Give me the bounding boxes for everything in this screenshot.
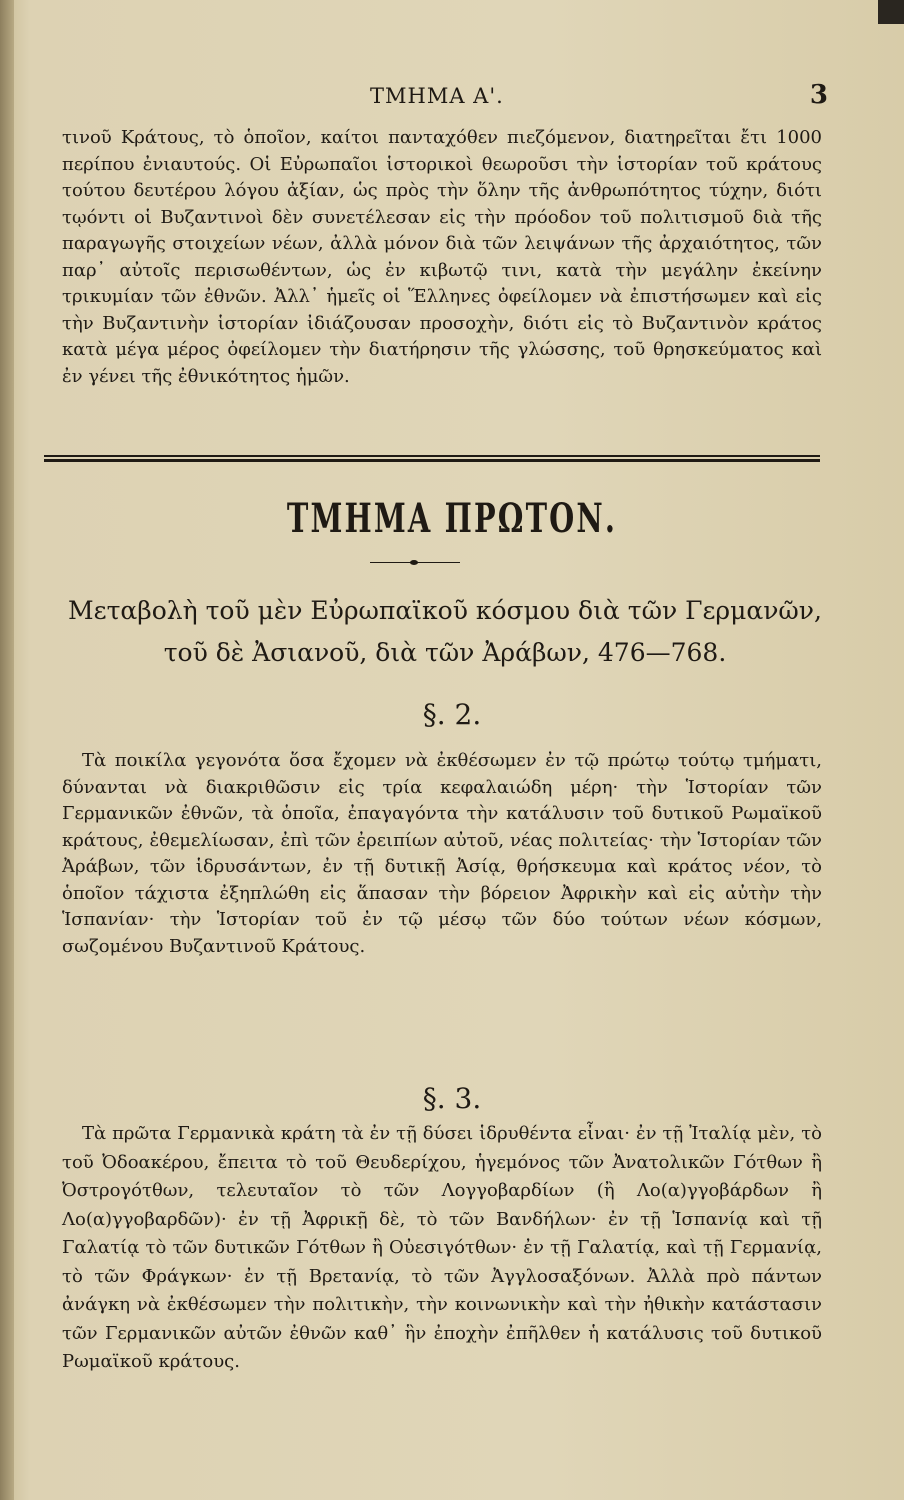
title-ornament xyxy=(370,560,460,566)
section-3-paragraph: Τὰ πρῶτα Γερμανικὰ κράτη τὰ ἐν τῇ δύσει ἱδρυθέντα εἶναι· ἐν τῇ Ἰταλίᾳ μὲν, τὸ τοῦ Ὀδοακέρου, ἔπειτα τὸ τοῦ Θευδερίχου, ἡγεμόνος τῶν Ἀνατολικῶν Γότθων ἢ Ὀστρογότθων, τελευταῖον τὸ τῶν Λογγοβαρδίων (ἢ Λο(α)γγοβάρδων ἢ Λο(α)γγοβαρδῶν)· ἐν τῇ Ἀφρικῇ δὲ, τὸ τῶν Βανδήλων· ἐν τῇ Ἱσπανίᾳ καὶ τῇ Γαλατίᾳ τὸ τῶν δυτικῶν Γότθων ἢ Οὐεσιγότθων· ἐν τῇ Γαλατίᾳ, καὶ τῇ Γερμανίᾳ, τὸ τῶν Φράγκων· ἐν τῇ Βρετανίᾳ, τὸ τῶν Ἀγγλοσαξόνων. Ἀλλὰ πρὸ πάντων ἀνάγκη νὰ ἐκθέσωμεν τὴν πολιτικὴν, τὴν κοινωνικὴν καὶ τὴν ἠθικὴν κατάστασιν τῶν Γερμανικῶν αὐτῶν ἐθνῶν καθ᾽ ἣν ἐποχὴν ἐπῆλθεν ἡ κατάλυσις τοῦ δυτικοῦ Ρωμαϊκοῦ κράτους. xyxy=(62,1123,822,1372)
running-head: ΤΜΗΜΑ Α'. xyxy=(370,84,504,108)
section-divider-rule xyxy=(44,455,820,462)
page-number: 3 xyxy=(809,80,828,110)
page-header xyxy=(60,80,836,114)
section-2-mark: §. 2. xyxy=(422,698,482,731)
page-binding-edge xyxy=(0,0,14,1500)
section-2-paragraph: Τὰ ποικίλα γεγονότα ὅσα ἔχομεν νὰ ἐκθέσωμεν ἐν τῷ πρώτῳ τούτῳ τμήματι, δύνανται νὰ διακριθῶσιν εἰς τρία κεφαλαιώδη μέρη· τὴν Ἱστορίαν τῶν Γερμανικῶν ἐθνῶν, τὰ ὁποῖα, ἐπαγαγόντα τὴν κατάλυσιν τοῦ δυτικοῦ Ρωμαϊκοῦ κράτους, ἐθεμελίωσαν, ἐπὶ τῶν ἐρειπίων αὐτοῦ, νέας πολιτείας· τὴν Ἱστορίαν τῶν Ἀράβων, τῶν ἱδρυσάντων, ἐν τῇ δυτικῇ Ἀσίᾳ, θρήσκευμα καὶ κράτος νέον, τὸ ὁποῖον τάχιστα ἐξηπλώθη εἰς ἅπασαν τὴν βόρειον Ἀφρικὴν καὶ εἰς αὐτὴν τὴν Ἱσπανίαν· τὴν Ἱστορίαν τοῦ ἐν τῷ μέσῳ τῶν δύο τούτων νέων κόσμων, σωζομένου Βυζαντινοῦ Κράτους. xyxy=(62,750,822,957)
scan-corner xyxy=(878,0,904,24)
chapter-title: Μεταβολὴ τοῦ μὲν Εὐρωπαϊκοῦ κόσμου διὰ τῶν Γερμανῶν, τοῦ δὲ Ἀσιανοῦ, διὰ τῶν Ἀράβων, 476—768. xyxy=(68,596,822,667)
section-3-mark: §. 3. xyxy=(422,1082,482,1115)
part-title: ΤΜΗΜΑ ΠΡΩΤΟΝ. xyxy=(286,495,618,542)
intro-paragraph: τινοῦ Κράτους, τὸ ὁποῖον, καίτοι πανταχόθεν πιεζόμενον, διατηρεῖται ἔτι 1000 περίπου ἐνιαυτούς. Οἱ Εὐρωπαῖοι ἱστορικοὶ θεωροῦσι τὴν ἱστορίαν τοῦ κράτους τούτου δευτέρου λόγου ἀξίαν, ὡς πρὸς τὴν ὅλην τῆς ἀνθρωπότητος τύχην, διότι τῳόντι οἱ Βυζαντινοὶ δὲν συνετέλεσαν εἰς τὴν πρόοδον τοῦ πολιτισμοῦ διὰ τῆς παραγωγῆς στοιχείων νέων, ἀλλὰ μόνον διὰ τῶν λειψάνων τῆς ἀρχαιότητος, τῶν παρ᾽ αὐτοῖς περισωθέντων, ὡς ἐν κιβωτῷ τινι, κατὰ τὴν μεγάλην ἐκείνην τρικυμίαν τῶν ἐθνῶν. Ἀλλ᾽ ἡμεῖς οἱ Ἕλληνες ὀφείλομεν νὰ ἐπιστήσωμεν καὶ εἰς τὴν Βυζαντινὴν ἱστορίαν ἰδιάζουσαν προσοχὴν, διότι εἰς τὸ Βυζαντινὸν κράτος κατὰ μέγα μέρος ὀφείλομεν τὴν διατήρησιν τῆς γλώσσης, τοῦ θρησκεύματος καὶ ἐν γένει τῆς ἐθνικότητος ἡμῶν. xyxy=(62,127,822,387)
